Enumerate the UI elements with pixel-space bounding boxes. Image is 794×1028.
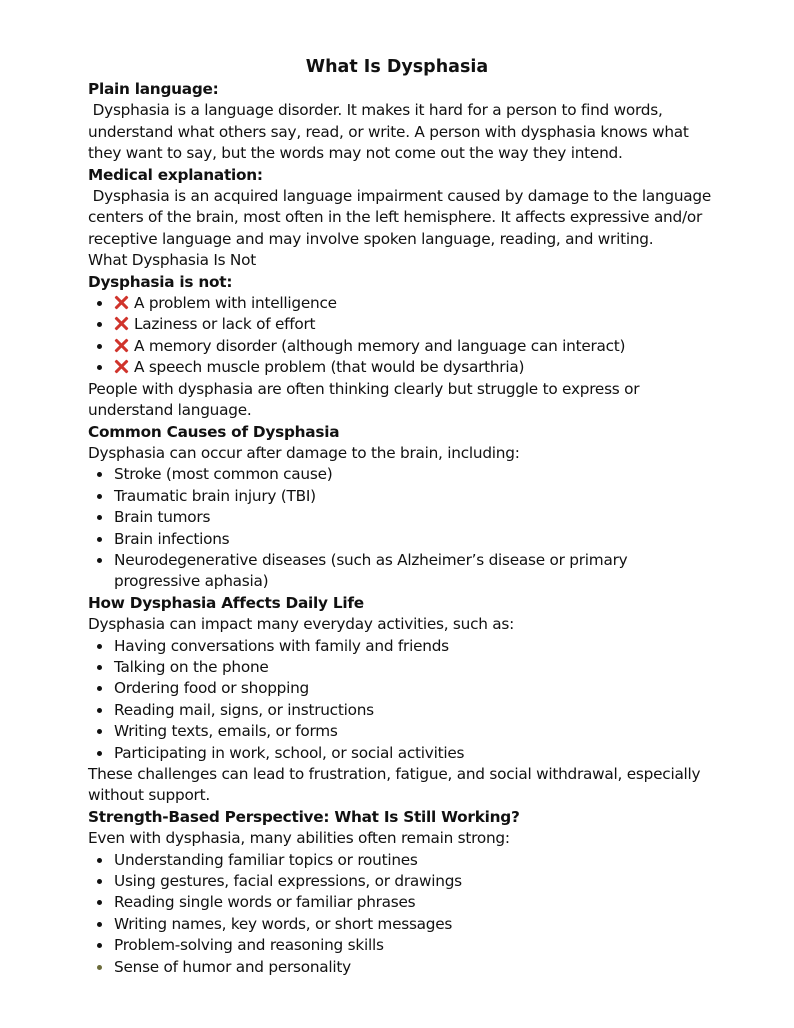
bullet-icon — [97, 729, 102, 734]
list-item — [88, 336, 728, 357]
list-item-text: Neurodegenerative diseases (such as Alzheimer’s disease or primary progressive aphasia) — [114, 550, 628, 591]
bullet-icon — [97, 879, 102, 884]
list-item-text: A speech muscle problem (that would be dysarthria) — [134, 358, 525, 377]
cross-mark-icon — [114, 338, 129, 353]
bullet-icon — [97, 344, 102, 349]
bullet-icon — [97, 965, 102, 970]
list-item-text: Writing names, key words, or short messages — [114, 914, 453, 933]
list-item-text: Using gestures, facial expressions, or drawings — [114, 872, 462, 891]
bullet-icon — [97, 708, 102, 713]
daily-life-list — [88, 636, 728, 764]
plain-language-heading: Plain language: — [88, 80, 219, 98]
bullet-icon — [97, 537, 102, 542]
cross-mark-icon — [114, 295, 129, 310]
list-item-text: Sense of humor and personality — [114, 957, 351, 976]
list-item-text: A memory disorder (although memory and language can interact) — [134, 336, 626, 355]
cross-mark-icon — [114, 316, 129, 331]
list-item — [88, 550, 714, 593]
list-item-text: Having conversations with family and friends — [114, 636, 449, 655]
bullet-icon — [97, 494, 102, 499]
bullet-icon — [97, 900, 102, 905]
list-item — [88, 357, 728, 378]
medical-explanation-text: Dysphasia is an acquired language impairment caused by damage to the language centers of the brain, most often in the left hemisphere. It affects expressive and/or receptive language and may involve spoken language, reading, and writing. — [88, 187, 716, 248]
list-item — [88, 850, 728, 871]
medical-explanation-heading: Medical explanation: — [88, 165, 263, 184]
list-item — [88, 507, 728, 528]
list-item — [88, 957, 728, 978]
list-item-text: Reading single words or familiar phrases — [114, 893, 416, 912]
list-item-text: Stroke (most common cause) — [114, 465, 333, 484]
bullet-icon — [97, 922, 102, 927]
causes-intro: Dysphasia can occur after damage to the brain, including: — [88, 443, 520, 462]
list-item — [88, 892, 728, 913]
causes-list — [88, 464, 728, 592]
page-title: What Is Dysphasia — [305, 57, 489, 77]
list-item-text: Ordering food or shopping — [114, 679, 310, 698]
list-item — [88, 914, 728, 935]
list-item-text: Understanding familiar topics or routines — [114, 850, 418, 869]
bullet-icon — [97, 943, 102, 948]
list-item-text: Problem-solving and reasoning skills — [114, 936, 384, 955]
bullet-icon — [97, 515, 102, 520]
not-section-heading: Dysphasia is not: — [88, 272, 233, 291]
list-item-text: Talking on the phone — [114, 657, 269, 676]
daily-life-closing: These challenges can lead to frustration, fatigue, and social withdrawal, especially without support. — [88, 765, 701, 805]
not-section-subtitle: What Dysphasia Is Not — [88, 251, 256, 270]
bullet-icon — [97, 644, 102, 649]
list-item — [88, 464, 728, 485]
bullet-icon — [97, 301, 102, 306]
not-list — [88, 293, 728, 379]
list-item-text: Participating in work, school, or social activities — [114, 743, 465, 762]
document-page — [88, 55, 728, 978]
list-item — [88, 743, 728, 764]
strength-heading: Strength-Based Perspective: What Is Still Working? — [88, 807, 520, 826]
strength-intro: Even with dysphasia, many abilities often remain strong: — [88, 829, 510, 848]
bullet-icon — [97, 472, 102, 477]
list-item-text: Brain infections — [114, 529, 230, 548]
list-item — [88, 871, 728, 892]
list-item — [88, 678, 728, 699]
bullet-icon — [97, 858, 102, 863]
list-item — [88, 657, 728, 678]
bullet-icon — [97, 322, 102, 327]
list-item — [88, 293, 728, 314]
list-item-text: A problem with intelligence — [134, 294, 337, 313]
cross-mark-icon — [114, 359, 129, 374]
list-item-text: Writing texts, emails, or forms — [114, 722, 338, 741]
list-item-text: Brain tumors — [114, 508, 211, 527]
list-item — [88, 314, 728, 335]
daily-life-intro: Dysphasia can impact many everyday activities, such as: — [88, 615, 515, 634]
strength-list — [88, 850, 728, 978]
daily-life-heading: How Dysphasia Affects Daily Life — [88, 593, 364, 612]
plain-language-text: Dysphasia is a language disorder. It makes it hard for a person to find words, understand what others say, read, or write. A person with dysphasia knows what they want to say, but the words may not come out the way they intend. — [88, 101, 694, 163]
list-item-text: Laziness or lack of effort — [134, 315, 316, 334]
bullet-icon — [97, 665, 102, 670]
list-item — [88, 935, 728, 956]
list-item — [88, 700, 728, 721]
list-item — [88, 529, 728, 550]
list-item-text: Reading mail, signs, or instructions — [114, 700, 374, 719]
bullet-icon — [97, 751, 102, 756]
not-section-closing: People with dysphasia are often thinking clearly but struggle to express or understand language. — [88, 379, 640, 420]
bullet-icon — [97, 686, 102, 691]
list-item-text: Traumatic brain injury (TBI) — [114, 486, 316, 505]
list-item — [88, 486, 728, 507]
bullet-icon — [97, 365, 102, 370]
list-item — [88, 636, 728, 657]
causes-heading: Common Causes of Dysphasia — [88, 422, 340, 441]
list-item — [88, 721, 728, 742]
bullet-icon — [97, 558, 102, 563]
